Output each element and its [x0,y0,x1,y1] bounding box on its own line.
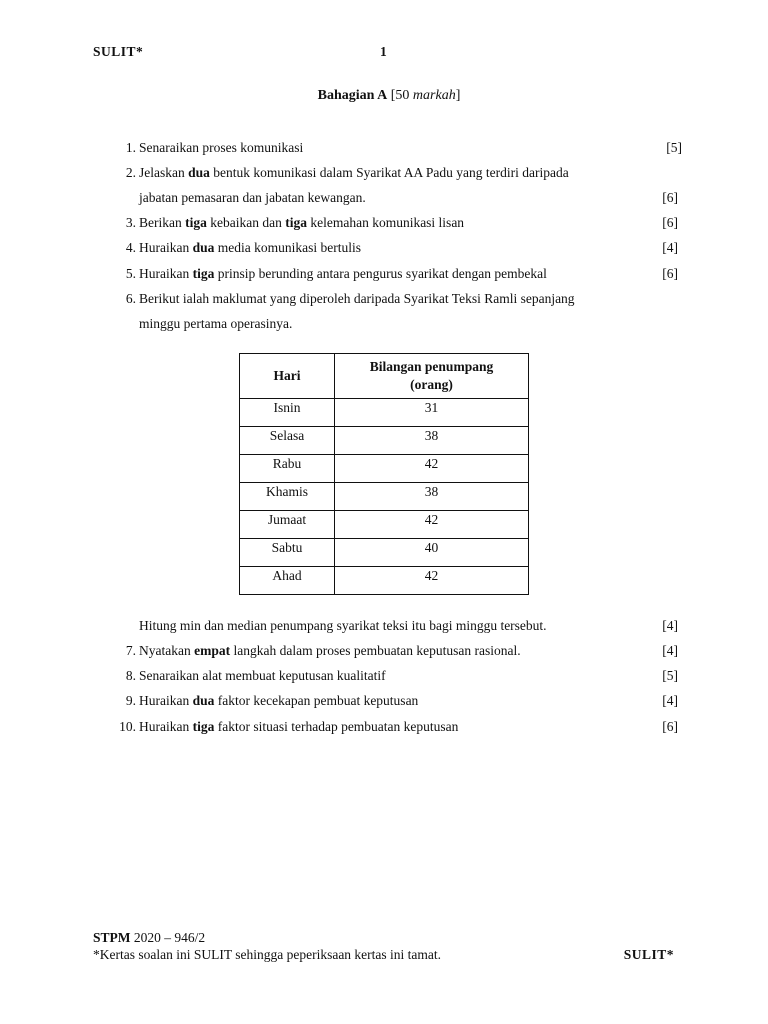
question-emphasis: tiga [192,719,215,734]
table-cell-passengers: 42 [335,455,529,483]
question-emphasis: tiga [185,215,207,230]
question-text-segment: Huraikan [139,240,193,255]
question-number: 1. [125,140,136,155]
question-text-segment: langkah dalam proses pembuatan keputusan rasional. [230,643,521,658]
table-header-passengers-line2: (orang) [410,377,453,392]
question-2 [0,165,768,185]
question-text-segment: Huraikan [139,693,193,708]
question-mark: [5] [662,668,678,683]
question-mark: [4] [662,240,678,255]
question-number: 5. [125,266,136,281]
question-emphasis: dua [188,165,210,180]
table-cell-passengers: 40 [335,539,529,567]
question-text [139,291,575,307]
question-text [139,668,386,684]
section-title-bold: Bahagian A [317,88,388,103]
question-mark: [5] [666,140,682,155]
question-text-segment: bentuk komunikasi dalam Syarikat AA Padu yang terdiri daripada [209,165,569,180]
header-confidential-label: SULIT* [93,44,144,59]
table-cell-day: Ahad [240,567,335,595]
footer-exam-code [93,930,205,946]
question-text: Hitung min dan median penumpang syarikat teksi itu bagi minggu tersebut. [139,618,547,633]
question-text [139,215,464,231]
question-text-continued: minggu pertama operasinya. [139,316,293,331]
section-bracket-close: ] [455,88,461,103]
question-5 [0,266,768,286]
table-cell-passengers: 38 [335,427,529,455]
table-cell-day: Sabtu [240,539,335,567]
table-cell-passengers: 42 [335,567,529,595]
question-text-segment: Huraikan [139,266,193,281]
table-row [240,455,529,483]
table-cell-passengers: 31 [335,399,529,427]
question-number: 7. [125,643,136,658]
question-text-continued: jabatan pemasaran dan jabatan kewangan. [139,190,366,205]
question-text [139,165,569,181]
question-text-segment: faktor situasi terhadap pembuatan keputusan [214,719,459,734]
question-6-continuation [0,316,768,336]
table-cell-day: Jumaat [240,511,335,539]
question-text-segment: Berikut ialah maklumat yang diperoleh daripada Syarikat Teksi Ramli sepanjang [139,291,575,306]
section-title [0,88,768,104]
question-4 [0,240,768,260]
question-6 [0,291,768,311]
question-mark: [4] [662,693,678,708]
table-header-passengers-line1: Bilangan penumpang [369,359,494,374]
question-mark: [4] [662,643,678,658]
question-number: 3. [125,215,136,230]
question-text [139,140,303,156]
question-number: 4. [125,240,136,255]
question-text-segment: prinsip berunding antara pengurus syarikat dengan pembekal [214,266,547,281]
table-row [240,483,529,511]
question-text-segment: Jelaskan [139,165,189,180]
question-9 [0,693,768,713]
table-header-row [240,354,529,399]
table-header-passengers [335,354,529,399]
question-text-segment: kelemahan komunikasi lisan [306,215,465,230]
table-row [240,511,529,539]
question-emphasis: empat [194,643,231,658]
question-text-segment: Huraikan [139,719,193,734]
question-number: 10. [119,719,136,734]
question-number: 2. [125,165,136,180]
table-header-day: Hari [240,354,335,399]
table-cell-day: Khamis [240,483,335,511]
table-cell-passengers: 42 [335,511,529,539]
table-row [240,567,529,595]
question-number: 9. [125,693,136,708]
table-cell-day: Selasa [240,427,335,455]
question-text [139,643,521,659]
footer-confidential-note: *Kertas soalan ini SULIT sehingga peperiksaan kertas ini tamat. [93,947,442,962]
table-cell-passengers: 38 [335,483,529,511]
table-cell-day: Isnin [240,399,335,427]
question-text [139,240,361,256]
question-mark: [6] [662,719,678,734]
table-row [240,399,529,427]
question-emphasis: tiga [285,215,307,230]
question-text-segment: Nyatakan [139,643,195,658]
question-mark: [6] [662,190,678,205]
question-1 [0,140,768,160]
table-row [240,427,529,455]
question-text [139,719,458,735]
table-cell-day: Rabu [240,455,335,483]
table-body [240,399,529,595]
page-number: 1 [380,44,387,59]
table-row [240,539,529,567]
question-3 [0,215,768,235]
question-7 [0,643,768,663]
footer-exam-code-bold: STPM [93,930,131,945]
footer-exam-code-rest: 2020 – 946/2 [130,930,206,945]
footer-confidential-label: SULIT* [623,947,674,962]
question-6-followup [0,618,768,638]
question-10 [0,719,768,739]
question-text [139,693,418,709]
question-2-continuation [0,190,768,210]
question-8 [0,668,768,688]
section-bracket-open: [50 [387,88,413,103]
question-text [139,266,547,282]
question-mark: [6] [662,266,678,281]
question-text-segment: Senaraikan proses komunikasi [139,140,304,155]
question-text-segment: Senaraikan alat membuat keputusan kualitatif [139,668,386,683]
question-number: 8. [125,668,136,683]
question-emphasis: dua [192,693,215,708]
question-mark: [6] [662,215,678,230]
question-emphasis: tiga [192,266,215,281]
question-mark: [4] [662,618,678,633]
question-text-segment: faktor kecekapan pembuat keputusan [214,693,419,708]
passenger-table [239,353,529,595]
question-emphasis: dua [192,240,215,255]
question-number: 6. [125,291,136,306]
question-text-segment: kebaikan dan [206,215,286,230]
question-text-segment: media komunikasi bertulis [214,240,361,255]
section-marks-label: markah [412,88,456,103]
question-text-segment: Berikan [139,215,186,230]
